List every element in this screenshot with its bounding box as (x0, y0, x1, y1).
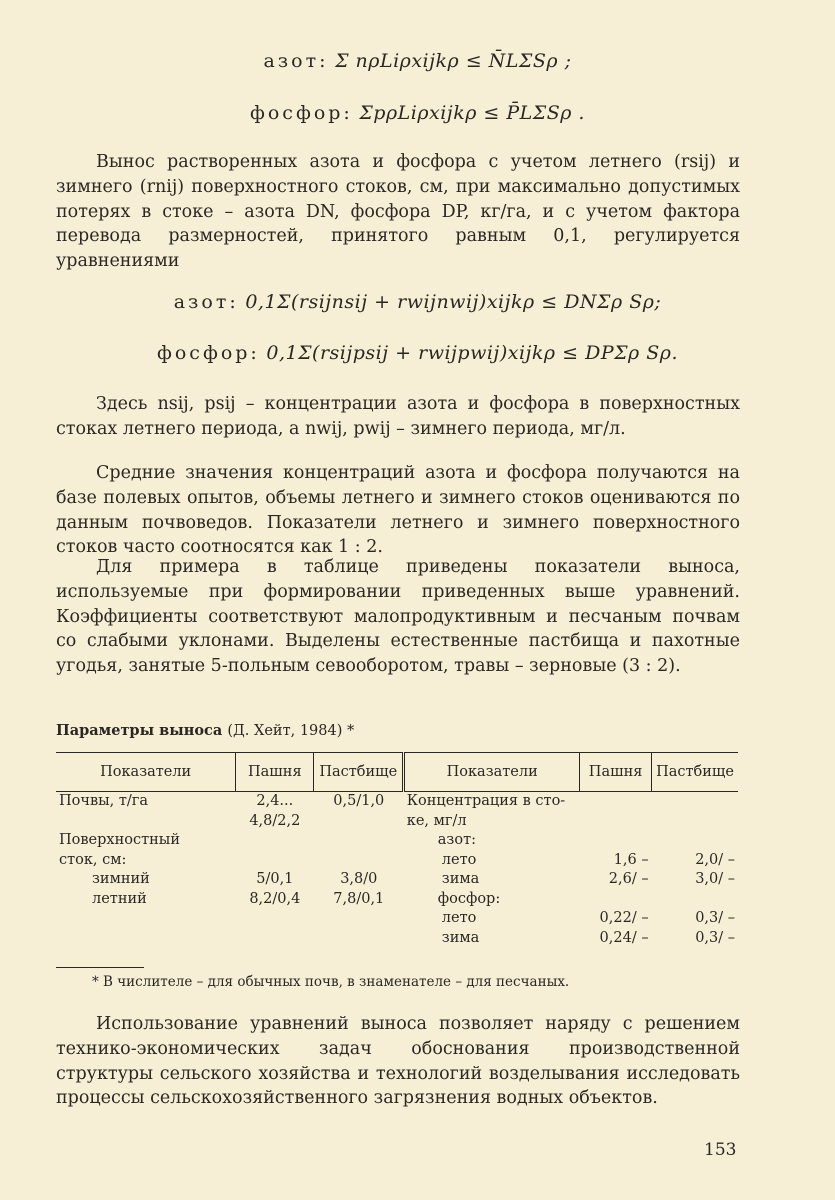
formula-label: азот: (263, 50, 329, 72)
row-label: лето (441, 910, 477, 926)
column-header: Показатели (404, 753, 580, 792)
formula-nitrogen-runoff (0, 291, 835, 313)
paragraph-table-intro: Для примера в таблице приведены показатели выноса, используемые при формировании приведенных выше уравнений. Коэффициенты соответствуют малопродуктивным и песчаным почвам со слабыми уклонами. Выделены естественные пастбища и пахотные угодья, занятые 5-польным севооборотом, травы – зерновые (3 : 2). (56, 557, 740, 677)
cell-value: 5/0,1 (256, 871, 294, 887)
cell-value: 2,0/ – (695, 851, 735, 868)
export-parameters-table (56, 752, 738, 948)
column-header: Показатели (56, 753, 236, 792)
row-label: Концентрация в сто- (406, 793, 566, 809)
cell-value: 7,8/0,1 (333, 890, 385, 907)
table-row (56, 792, 738, 812)
cell-value: 0,22/ – (599, 910, 649, 926)
table-caption (56, 722, 354, 739)
cell-value: 8,2/0,4 (249, 890, 301, 907)
paragraph-runoff-intro: Вынос растворенных азота и фосфора с учетом летнего (rsij) и зимнего (rnij) поверхностного стоков, см, при максимально допустимых потерях в стоке – азота DN, фосфора DP, кг/га, и с учетом фактора перевода размерностей, принятого равным 0,1, регулируется уравнениями (56, 152, 740, 272)
cell-value: 3,0/ – (695, 871, 735, 887)
row-label: лето (441, 851, 477, 868)
row-label: зима (441, 929, 480, 946)
table-row (56, 909, 738, 929)
table-row (56, 851, 738, 871)
table-row (56, 929, 738, 949)
row-label: ке, мг/л (406, 812, 467, 829)
formula-label: азот: (173, 291, 239, 313)
table-row (56, 831, 738, 851)
formula-phosphorus-total (0, 102, 835, 124)
column-header: Пашня (580, 753, 652, 792)
formula-expression: 0,1Σ(rsijpsij + rwijpwij)xijkρ ≤ DPΣρ Sρ. (266, 342, 678, 364)
formula-expression: ΣpρLiρxijkρ ≤ P̄LΣSρ . (359, 102, 585, 124)
cell-value: 3,8/0 (340, 871, 378, 887)
formula-label: фосфор: (157, 342, 260, 364)
page-number: 153 (704, 1140, 737, 1160)
row-label: летний (92, 890, 147, 907)
cell-value: 0,3/ – (695, 929, 735, 946)
column-header: Пастбище (314, 753, 404, 792)
table-row (56, 812, 738, 832)
row-label: фосфор: (437, 890, 501, 907)
row-label: азот: (437, 832, 476, 848)
row-label: зимний (92, 871, 150, 887)
table-title: Параметры выноса (56, 722, 223, 739)
column-header: Пастбище (652, 753, 738, 792)
row-label: Поверхностный (59, 832, 180, 848)
table-row (56, 870, 738, 890)
cell-value: 4,8/2,2 (249, 812, 301, 829)
formula-expression: Σ nρLiρxijkρ ≤ N̄LΣSρ ; (335, 50, 572, 72)
formula-nitrogen-total (0, 50, 835, 72)
table-header-row (56, 753, 738, 792)
cell-value: 2,4... (256, 793, 294, 809)
table-row (56, 890, 738, 910)
cell-value: 0,5/1,0 (333, 793, 385, 809)
cell-value: 1,6 – (613, 851, 649, 868)
column-header: Пашня (236, 753, 314, 792)
footnote-divider (56, 967, 144, 968)
row-label: Почвы, т/га (59, 793, 149, 809)
formula-label: фосфор: (250, 102, 353, 124)
table-source: (Д. Хейт, 1984) * (227, 723, 355, 739)
paragraph-averages: Средние значения концентраций азота и фосфора получаются на базе полевых опытов, объемы летнего и зимнего стоков оцениваются по данным почвоведов. Показатели летнего и зимнего поверхностного стоков часто соотносятся как 1 : 2. (56, 463, 740, 558)
row-label: зима (441, 871, 480, 887)
table-footnote: * В числителе – для обычных почв, в знаменателе – для песчаных. (92, 974, 570, 990)
paragraph-conclusion: Использование уравнений выноса позволяет наряду с решением технико-экономических задач обоснования производственной структуры сельского хозяйства и технологий возделывания исследовать процессы сельскохозяйственного загрязнения водных объектов. (56, 1014, 740, 1109)
cell-value: 0,24/ – (599, 929, 649, 946)
paragraph-concentrations: Здесь nsij, psij – концентрации азота и фосфора в поверхностных стоках летнего периода, а nwij, pwij – зимнего периода, мг/л. (56, 394, 740, 439)
formula-expression: 0,1Σ(rsijnsij + rwijnwij)xijkρ ≤ DNΣρ Sρ; (245, 291, 662, 313)
row-label: сток, см: (59, 851, 127, 868)
cell-value: 0,3/ – (695, 910, 735, 926)
formula-phosphorus-runoff (0, 342, 835, 364)
cell-value: 2,6/ – (608, 871, 649, 887)
